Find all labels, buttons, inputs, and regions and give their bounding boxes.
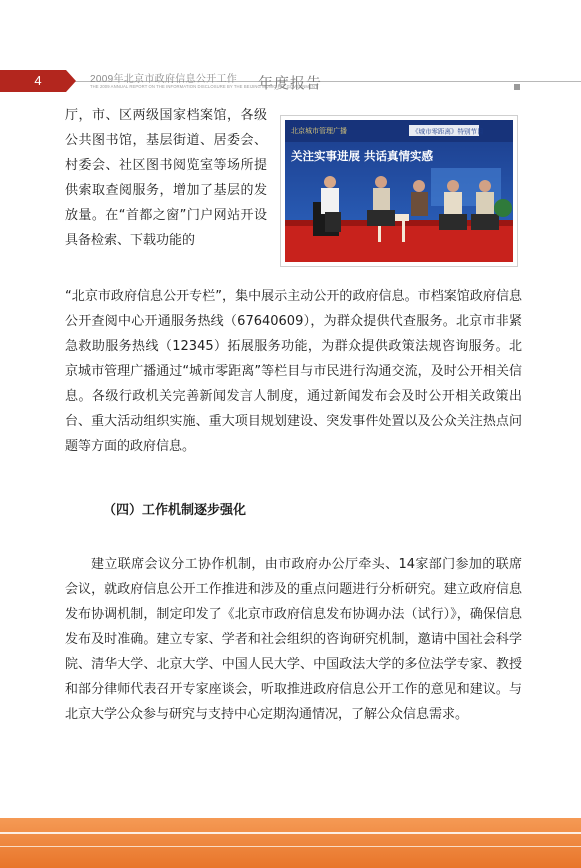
header-title: 2009年北京市政府信息公开工作 bbox=[90, 74, 238, 85]
footer-stripe bbox=[0, 832, 581, 834]
header-subtitle-en: THE 2009 ANNUAL REPORT ON THE INFORMATION DISCLOSURE BY THE BEIJING MUNICIPAL GOVERNMENT bbox=[90, 84, 318, 89]
photo-person-guest-body bbox=[373, 188, 390, 212]
photo-armchair bbox=[439, 214, 467, 230]
paragraph-2: 建立联席会议分工协作机制，由市政府办公厅牵头、14家部门参加的联席会议，就政府信息公开工作推进和涉及的重点问题进行分析研究。建立政府信息发布协调机制，制定印发了《北京市政府信息发布协调办法（试行）》，确保信息发布及时准确。建立专家、学者和社会组织的咨询研究机制，邀请中国社会科学院、清华大学、北京大学、中国人民大学、中国政法大学的多位法学专家、教授和部分律师代表召开专家座谈会，听取推进政府信息公开工作的意见和建议。与北京大学公众参与研究与支持中心定期沟通情况，了解公众信息需求。 bbox=[65, 557, 522, 722]
footer-band bbox=[0, 818, 581, 868]
photo-person-guest-head bbox=[375, 176, 387, 188]
photo-person-guest-head bbox=[479, 180, 491, 192]
page-number-tab-arrow bbox=[66, 70, 76, 92]
program-photo-drawing bbox=[281, 116, 517, 266]
paragraph-1-continued: “北京市政府信息公开专栏”，集中展示主动公开的政府信息。市档案馆政府信息公开查阅中心开通服务热线（67640609），为群众提供代查服务。北京市非紧急救助服务热线（12345）拓展服务功能，为群众提供政策法规咨询服务。北京城市管理广播通过“城市零距离”等栏目与市民进行沟通交流，及时公开相关信息。各级行政机关完善新闻发言人制度，通过新闻发布会及时公开相关政策出台、重大活动组织实施、重大项目规划建设、突发事件处置以及公众关注热点问题等方面的政府信息。 bbox=[65, 289, 522, 454]
photo-program-label: 《城市零距离》特别节目 bbox=[412, 127, 484, 136]
photo-person-guest-body bbox=[411, 192, 428, 216]
photo-person-host-legs bbox=[325, 212, 341, 232]
photo-armchair bbox=[471, 214, 499, 230]
photo-plant bbox=[494, 199, 512, 217]
photo-banner-text: 关注实事进展 共话真情实感 bbox=[291, 149, 434, 163]
photo-logo-text: 北京城市管理广播 bbox=[291, 127, 347, 135]
photo-person-guest-head bbox=[447, 180, 459, 192]
section-heading: （四）工作机制逐步强化 bbox=[103, 503, 247, 518]
header-square-marker bbox=[514, 84, 520, 90]
photo-armchair bbox=[367, 210, 395, 226]
footer-stripe bbox=[0, 846, 581, 847]
page-number: 4 bbox=[34, 73, 42, 88]
program-photo bbox=[280, 115, 518, 267]
photo-person-host-body bbox=[321, 188, 339, 214]
photo-table-leg bbox=[402, 220, 405, 242]
photo-person-guest-head bbox=[413, 180, 425, 192]
header-report-label: 年度报告 bbox=[258, 74, 323, 92]
paragraph-1-wrapped: 厅，市、区两级国家档案馆，各级公共图书馆，基层街道、居委会、村委会、社区图书阅览室等场所提供索取查阅服务，增加了基层的发放量。在“首都之窗”门户网站开设具备检索、下载功能的 bbox=[65, 108, 267, 248]
photo-person-host-head bbox=[324, 176, 336, 188]
